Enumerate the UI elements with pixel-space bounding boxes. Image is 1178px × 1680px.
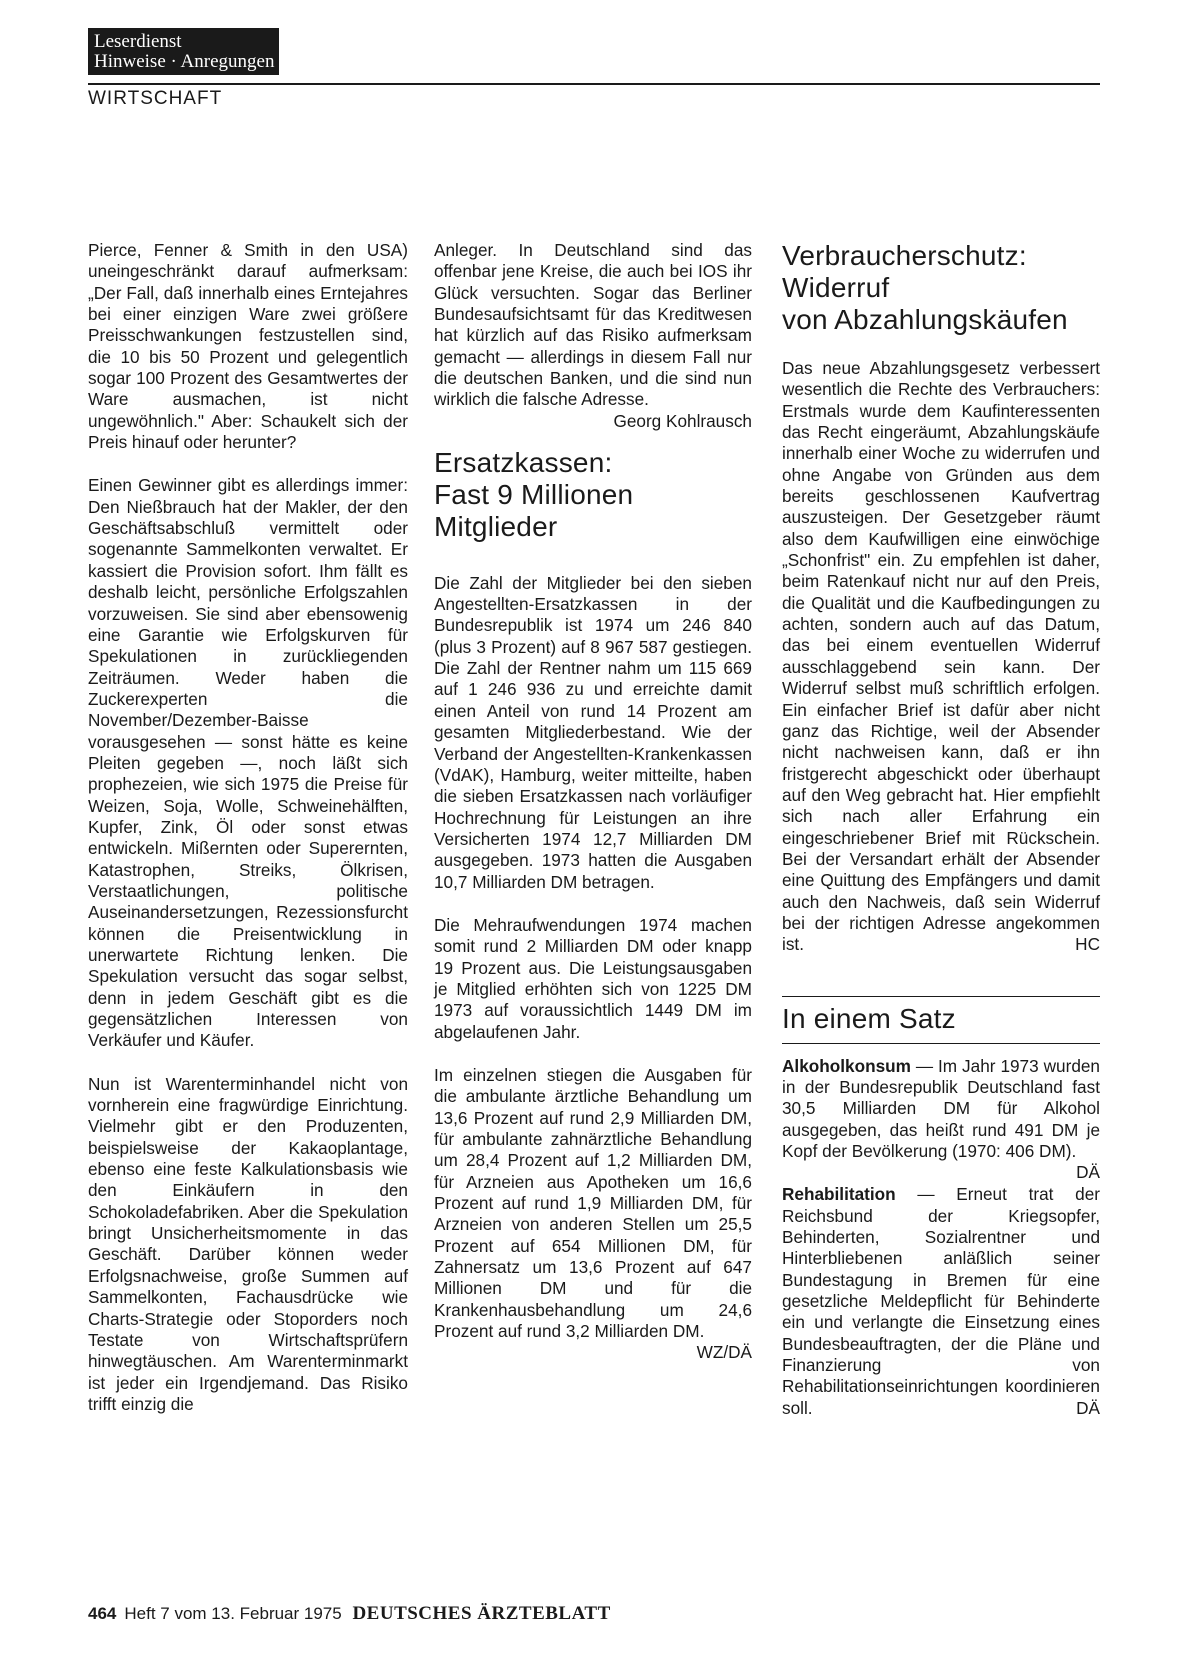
column-tag: [88, 28, 279, 75]
item-text: — Erneut trat der Reichsbund der Kriegsopfer, Behinderten, Sozialrentner und Hinterbliebenen anläßlich seiner Bundestagung in Bremen für eine gesetzliche Meldepflicht für Behinderte ein und verlangte die Einsetzung eines Bundesbeauftragten, der die Pläne und Finanzierung von Rehabilitationseinrichtungen koordinieren soll.: [782, 1184, 1100, 1418]
page-number: 464: [88, 1604, 117, 1623]
magazine-name: DEUTSCHES ÄRZTEBLATT: [352, 1603, 611, 1624]
header-rule: [88, 83, 1100, 85]
col1-paragraph-2: Einen Gewinner gibt es allerdings immer: Den Nießbrauch hat der Makler, der den Geschäftsabschluß vermittelt oder sogenannte Sammelkonten verwaltet. Er kassiert die Provision sofort. Ihm fällt es deshalb leicht, persönliche Erfolgszahlen vorzuweisen. Sie sind aber ebensowenig eine Garantie wie Erfolgskurven für Spekulationen in zurückliegenden Zeiträumen. Weder haben die Zuckerexperten die November/Dezember-Baisse vorausgesehen — sonst hätte es keine Pleiten gegeben —, noch läßt sich prophezeien, wie sich 1975 die Preise für Weizen, Soja, Wolle, Schweinehälften, Kupfer, Zink, Öl oder sonst etwas entwickeln. Mißernten oder Superernten, Katastrophen, Streiks, Ölkrisen, Verstaatlichungen, politische Auseinandersetzungen, Rezessionsfurcht können die Preisentwicklung in unerwartete Richtung lenken. Die Spekulation versucht das sogar selbst, denn in jedem Geschäft gibt es die gegensätzlichen Interessen von Verkäufer und Käufer.: [88, 475, 408, 1051]
headline-line-2: Fast 9 Millionen: [434, 478, 634, 510]
item-text: — Im Jahr 1973 wurden in der Bundesrepublik Deutschland fast 30,5 Milliarden DM für Alkohol ausgegeben, das heißt rund 491 DM je Kopf der Bevölkerung (1970: 406 DM).: [782, 1055, 1100, 1161]
col2-paragraph-2: Die Zahl der Mitglieder bei den sieben Angestellten-Ersatzkassen in der Bundesrepublik ist 1974 um 246 840 (plus 3 Prozent) auf 8 967 587 gestiegen. Die Zahl der Rentner nahm um 115 669 auf 1 246 936 zu und erreichte damit einen Anteil von rund 14 Prozent am gesamten Mitgliederbestand. Wie der Verband der Angestellten-Krankenkassen (VdAK), Hamburg, weiter mitteilte, haben die sieben Ersatzkassen nach vorläufiger Hochrechnung für Leistungen an ihre Versicherten 1974 12,7 Milliarden DM ausgegeben. 1973 hatten die Ausgaben 10,7 Milliarden DM betragen.: [434, 572, 752, 892]
source-signature: WZ/DÄ: [696, 1342, 752, 1363]
news-item-rehabilitation: [782, 1184, 1100, 1419]
item-lead: Alkoholkonsum: [782, 1055, 911, 1076]
col3-paragraph-1: [782, 358, 1100, 956]
col2-paragraph-1-text: Anleger. In Deutschland sind das offenbar jene Kreise, die auch bei IOS ihr Glück versuchten. Sogar das Berliner Bundesaufsichtsamt für das Kreditwesen hat kürzlich auf das Risiko aufmerksam gemacht — allerdings in diesem Fall nur die deutschen Banken, und die sind nun wirklich die falsche Adresse.: [434, 240, 752, 410]
column-1: [88, 240, 408, 1415]
headline-line-1: Ersatzkassen:: [434, 446, 613, 478]
ersatzkassen-headline: [434, 447, 752, 543]
issue-date: Heft 7 vom 13. Februar 1975: [124, 1604, 342, 1623]
headline-line-3: Mitglieder: [434, 510, 558, 542]
headline-line-2: Widerruf: [782, 272, 890, 303]
tag-line-2: Hinweise · Anregungen: [94, 51, 275, 72]
column-2: [434, 240, 752, 1364]
item-lead: Rehabilitation: [782, 1184, 896, 1205]
page-footer: [88, 1603, 611, 1625]
item-signature: DÄ: [1076, 1397, 1100, 1418]
col2-paragraph-3: Die Mehraufwendungen 1974 machen somit rund 2 Milliarden DM oder knapp 19 Prozent aus. Die Leistungsausgaben je Mitglied erhöhten sich von 1225 DM 1973 auf voraussichtlich 1449 DM im abgelaufenen Jahr.: [434, 914, 752, 1042]
section-label: WIRTSCHAFT: [88, 88, 223, 109]
headline-line-3: von Abzahlungskäufen: [782, 304, 1068, 335]
col3-paragraph-1-text: Das neue Abzahlungsgesetz verbessert wesentlich die Rechte des Verbrauchers: Erstmals wurde dem Kaufinteressenten das Recht eingeräumt, Abzahlungskäufe innerhalb einer Woche zu widerrufen und ohne Angabe von Gründen aus dem bereits geschlossenen Kaufvertrag auszusteigen. Der Gesetzgeber räumt also dem Kaufwilligen eine einwöchige „Schonfrist" ein. Zu empfehlen ist daher, beim Ratenkauf nicht nur auf den Preis, die Qualität und die Kaufbedingungen zu achten, sondern auch auf das Datum, das bei einem eventuellen Widerruf ausschlaggebend sein kann. Der Widerruf selbst muß schriftlich erfolgen. Ein einfacher Brief ist dafür aber nicht ganz das Richtige, weil der Absender nicht nachweisen kann, daß er ihn fristgerecht abgeschickt oder überhaupt auf den Weg gebracht hat. Hier empfiehlt sich nach aller Erfahrung ein eingeschriebener Brief mit Rückschein. Bei der Versandart erhält der Absender eine Quittung des Empfängers und damit auch den Nachweis, daß sein Widerruf bei der richtigen Adresse angekommen ist.: [782, 358, 1100, 955]
author-signature: Georg Kohlrausch: [613, 410, 752, 431]
col2-paragraph-4: [434, 1064, 752, 1363]
column-3: [782, 240, 1100, 1419]
verbraucherschutz-headline: [782, 240, 1100, 336]
section-divider-bottom: [782, 1043, 1100, 1044]
item-signature: DÄ: [1076, 1162, 1100, 1183]
in-einem-satz-headline: In einem Satz: [782, 1002, 956, 1034]
col1-paragraph-3: Nun ist Warenterminhandel nicht von vornherein eine fragwürdige Einrichtung. Vielmehr gibt er den Produzenten, beispielsweise der Kakaoplantage, ebenso eine feste Kalkulationsbasis wie den Einkäufern in den Schokoladefabriken. Aber die Spekulation bringt Unsicherheitsmomente in das Geschäft. Darüber können weder Erfolgsnachweise, große Summen auf Sammelkonten, Fachausdrücke wie Charts-Strategie oder Stoporders noch Testate von Wirtschaftsprüfern hinwegtäuschen. Am Warenterminmarkt ist jeder ein Irgendjemand. Das Risiko trifft einzig die: [88, 1073, 408, 1414]
news-item-alkohol: [782, 1055, 1100, 1183]
headline-line-1: Verbraucherschutz:: [782, 240, 1027, 271]
tag-line-1: Leserdienst: [94, 31, 182, 52]
col2-paragraph-1: [434, 240, 752, 431]
col2-paragraph-4-text: Im einzelnen stiegen die Ausgaben für die ambulante ärztliche Behandlung um 13,6 Prozent auf rund 2,9 Milliarden DM, für ambulante zahnärztliche Behandlung um 28,4 Prozent auf 1,2 Milliarden DM, für Arzneien aus Apotheken um 16,6 Prozent auf rund 1,9 Milliarden DM, für Arzneien von anderen Stellen um 25,5 Prozent auf 654 Millionen DM, für Zahnersatz um 13,6 Prozent auf 647 Millionen DM und für die Krankenhausbehandlung um 24,6 Prozent auf rund 3,2 Milliarden DM.: [434, 1064, 752, 1342]
author-signature: HC: [1075, 934, 1100, 955]
col1-paragraph-1: Pierce, Fenner & Smith in den USA) uneingeschränkt darauf aufmerksam: „Der Fall, daß innerhalb eines Erntejahres bei einer einzigen Ware zwei größere Preisschwankungen festzustellen sind, die 10 bis 50 Prozent und gelegentlich sogar 100 Prozent des Gesamtwertes der Ware ausmachen, ist nicht ungewöhnlich." Aber: Schaukelt sich der Preis hinauf oder herunter?: [88, 240, 408, 453]
